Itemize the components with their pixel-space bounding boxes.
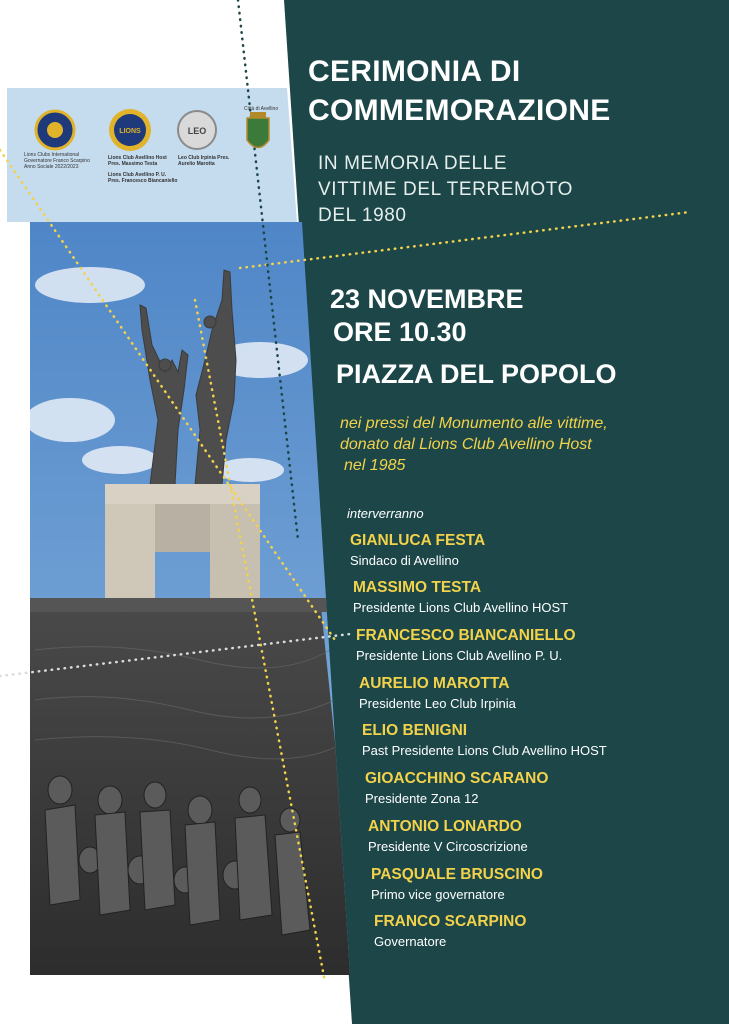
speaker-name: FRANCESCO BIANCANIELLO: [356, 627, 576, 644]
lions-host-logo: [109, 109, 151, 151]
event-place: PIAZZA DEL POPOLO: [336, 359, 617, 389]
lions-international-logo: [36, 111, 74, 149]
city-caption: Città di Avellino: [244, 106, 279, 112]
speaker-name: AURELIO MAROTTA: [359, 675, 510, 692]
speaker-role: Presidente V Circoscrizione: [368, 839, 528, 854]
location-line-1: nei pressi del Monumento alle vittime,: [340, 415, 608, 432]
lions-pu-caption: Lions Club Avellino P. U. Pres. Francesco Biancaniello: [108, 172, 178, 184]
speaker-role: Sindaco di Avellino: [350, 553, 459, 568]
event-date: 23 NOVEMBRE: [330, 284, 524, 314]
speaker-role: Presidente Zona 12: [365, 791, 479, 806]
subtitle-line-3: DEL 1980: [318, 205, 407, 226]
event-time: ORE 10.30: [333, 317, 467, 347]
speaker-role: Governatore: [374, 934, 447, 949]
title-line-2: COMMEMORAZIONE: [308, 94, 611, 127]
subtitle-line-2: VITTIME DEL TERREMOTO: [318, 179, 574, 200]
leo-caption: Leo Club Irpinia Pres. Aurelio Marotta: [178, 155, 230, 167]
speaker-name: GIOACCHINO SCARANO: [365, 770, 549, 787]
speakers-label: interverranno: [347, 506, 424, 521]
speaker-role: Presidente Lions Club Avellino P. U.: [356, 648, 563, 663]
subtitle-line-1: IN MEMORIA DELLE: [318, 153, 508, 174]
speaker-name: GIANLUCA FESTA: [350, 532, 486, 549]
leo-emblem-text: LEO: [187, 126, 207, 136]
speaker-name: ANTONIO LONARDO: [368, 818, 522, 835]
speaker-name: FRANCO SCARPINO: [374, 913, 527, 930]
speaker-name: PASQUALE BRUSCINO: [371, 866, 543, 883]
lions-emblem-text: LIONS: [119, 128, 141, 135]
speaker-role: Presidente Leo Club Irpinia: [359, 696, 516, 711]
city-crest-logo: [247, 112, 269, 148]
title-line-1: CERIMONIA DI: [308, 55, 521, 88]
speaker-name: ELIO BENIGNI: [362, 722, 468, 739]
leo-logo: [178, 111, 216, 149]
speaker-role: Past Presidente Lions Club Avellino HOST: [362, 743, 607, 758]
lions-international-caption: Lions Clubs International Governatore Franco Scarpino Anno Sociale 2022/2023: [24, 152, 90, 170]
speaker-role: Primo vice governatore: [371, 887, 505, 902]
lions-host-caption: Lions Club Avellino Host Pres. Massimo Testa: [108, 155, 167, 167]
location-line-2: donato dal Lions Club Avellino Host: [340, 436, 592, 453]
location-line-3: nel 1985: [344, 457, 406, 474]
speaker-role: Presidente Lions Club Avellino HOST: [353, 600, 569, 615]
speaker-name: MASSIMO TESTA: [353, 579, 482, 596]
